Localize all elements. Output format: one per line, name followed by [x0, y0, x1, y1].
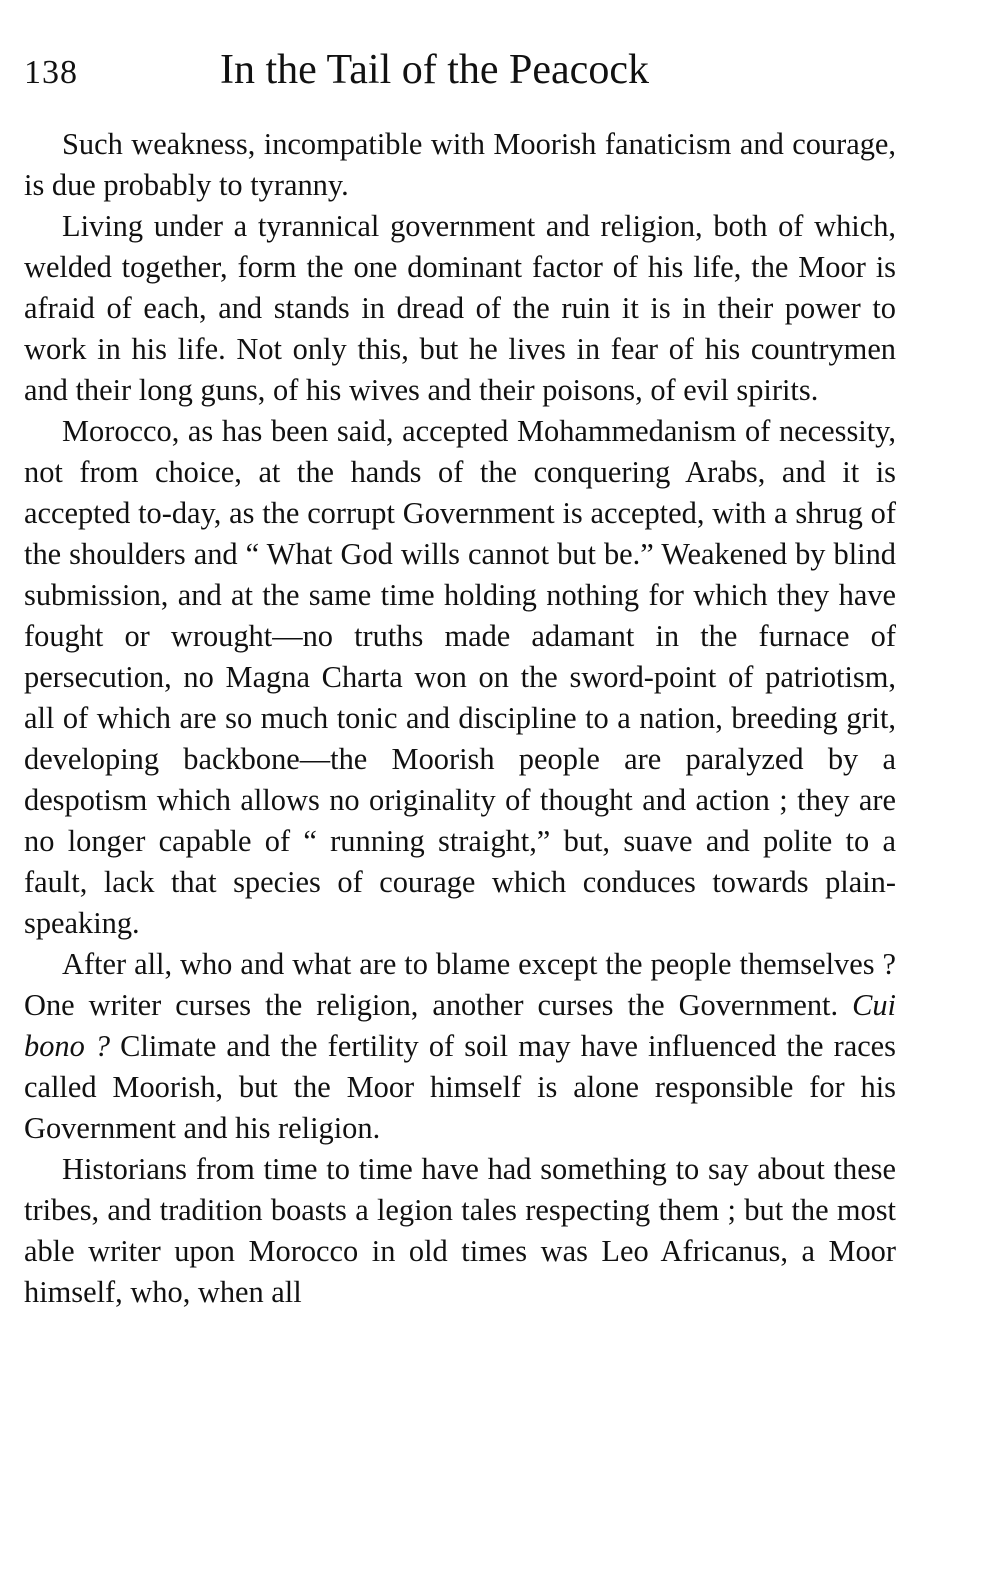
paragraph-4-text-before: After all, who and what are to blame except the people themselves ? One writer curses the religion, another curses the Government. [24, 947, 896, 1022]
paragraph-2: Living under a tyrannical government and religion, both of which, welded together, form the one dominant factor of his life, the Moor is afraid of each, and stands in dread of the ruin it is in their power to work in his life. Not only this, but he lives in fear of his countrymen and their long guns, of his wives and their poisons, of evil spirits. [24, 209, 896, 407]
page-header [24, 46, 900, 106]
paragraph-1: Such weakness, incompatible with Moorish fanaticism and courage, is due probably to tyranny. [24, 127, 896, 202]
paragraph-4-italic-phrase: Cui bono ? [24, 988, 896, 1063]
page-number: 138 [24, 54, 78, 91]
running-title: In the Tail of the Peacock [220, 47, 649, 93]
paragraph-5: Historians from time to time have had something to say about these tribes, and tradition boasts a legion tales respecting them ; but the most able writer upon Morocco in old times was Leo Africanus, a Moor himself, who, when all [24, 1152, 896, 1309]
paragraph-3: Morocco, as has been said, accepted Mohammedanism of necessity, not from choice, at the hands of the conquering Arabs, and it is accepted to-day, as the corrupt Government is accepted, with a shrug of the shoulders and “ What God wills cannot but be.” Weakened by blind submission, and at the same time holding nothing for which they have fought or wrought—no truths made adamant in the furnace of persecution, no Magna Charta won on the sword-point of patriotism, all of which are so much tonic and discipline to a nation, breeding grit, developing backbone—the Moorish people are paralyzed by a despotism which allows no originality of thought and action ; they are no longer capable of “ running straight,” but, suave and polite to a fault, lack that species of courage which conduces towards plain-speaking. [24, 414, 896, 940]
paragraph-4-text-after: Climate and the fertility of soil may have influenced the races called Moorish, but the Moor himself is alone responsible for his Government and his religion. [24, 1029, 897, 1145]
body-text [24, 124, 896, 1313]
paragraph-4 [24, 944, 896, 1149]
